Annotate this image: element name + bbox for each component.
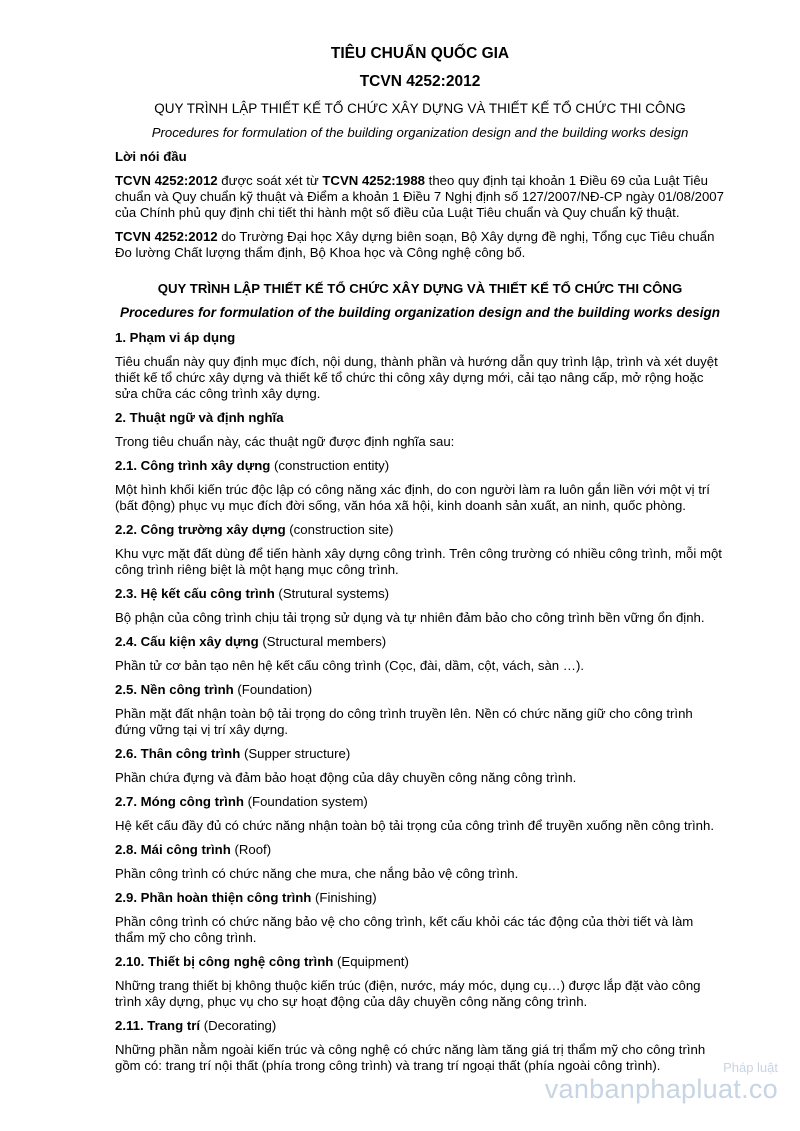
section-1-heading: 1. Phạm vi áp dụng — [115, 330, 236, 345]
term-definition: Những trang thiết bị không thuộc kiến trúc (điện, nước, máy móc, dụng cụ…) được lắp đặt vào công trình xây dựng, phục vụ cho sự hoạt động của dây chuyền công năng công trình. — [115, 978, 701, 1009]
term-heading: 2.10. Thiết bị công nghệ công trình (Equipment) — [115, 954, 409, 969]
term-definition: Phần mặt đất nhận toàn bộ tải trọng do công trình truyền lên. Nền có chức năng giữ cho công trình đứng vững tại vị trí xây dựng. — [115, 706, 693, 737]
term-definition: Bộ phận của công trình chịu tải trọng sử dụng và tự nhiên đảm bảo cho công trình bền vững ổn định. — [115, 610, 705, 625]
standard-code: TCVN 4252:2012 — [115, 173, 218, 188]
term-definition: Phần tử cơ bản tạo nên hệ kết cấu công trình (Cọc, đài, dầm, cột, vách, sàn …). — [115, 658, 585, 673]
document-subtitle-en: Procedures for formulation of the building organization design and the building works design — [151, 125, 689, 140]
section-title-en: Procedures for formulation of the building organization design and the building works design — [119, 305, 721, 320]
term-heading: 2.2. Công trường xây dựng (construction site) — [115, 522, 394, 537]
document-page — [115, 44, 725, 1082]
term-definition: Hệ kết cấu đầy đủ có chức năng nhận toàn bộ tải trọng của công trình để truyền xuống nền công trình. — [115, 818, 715, 833]
term-heading: 2.4. Cấu kiện xây dựng (Structural members) — [115, 634, 387, 649]
standard-code: TCVN 4252:2012 — [115, 229, 218, 244]
term-heading: 2.11. Trang trí (Decorating) — [115, 1018, 277, 1033]
term-heading: 2.9. Phần hoàn thiện công trình (Finishing) — [115, 890, 377, 905]
section-1-text: Tiêu chuẩn này quy định mục đích, nội dung, thành phần và hướng dẫn quy trình lập, trình và xét duyệt thiết kế tổ chức xây dựng và thiết kế tổ chức thi công xây dựng mới, cải tạo nâng cấp, mở rộng hoặc sửa chữa các công trình xây dựng. — [115, 354, 718, 401]
document-code: TCVN 4252:2012 — [359, 73, 481, 90]
term-heading: 2.7. Móng công trình (Foundation system) — [115, 794, 368, 809]
term-heading: 2.8. Mái công trình (Roof) — [115, 842, 272, 857]
watermark-site-text: vanbanphapluat.co — [544, 1074, 778, 1104]
foreword-heading: Lời nói đầu — [115, 149, 187, 164]
document-subtitle-vi: QUY TRÌNH LẬP THIẾT KẾ TỔ CHỨC XÂY DỰNG VÀ THIẾT KẾ TỔ CHỨC THI CÔNG — [154, 101, 686, 116]
term-definition: Khu vực mặt đất dùng để tiến hành xây dựng công trình. Trên công trường có nhiều công trình, mỗi một công trình riêng biệt là một hạng mục công trình. — [115, 546, 722, 577]
term-definition: Những phần nằm ngoài kiến trúc và công nghệ có chức năng làm tăng giá trị thẩm mỹ cho công trình gồm có: trang trí nội thất (phía trong công trình) và trang trí ngoại thất (phía ngoài công trình). — [115, 1042, 706, 1073]
standard-code: TCVN 4252:1988 — [322, 173, 426, 188]
foreword-paragraph-2: TCVN 4252:2012 do Trường Đại học Xây dựng biên soạn, Bộ Xây dựng đề nghị, Tổng cục Tiêu chuẩn Đo lường Chất lượng thẩm định, Bộ Khoa học và Công nghệ công bố. — [115, 229, 715, 260]
watermark-small-text: Pháp luật — [723, 1060, 778, 1075]
section-2-heading: 2. Thuật ngữ và định nghĩa — [115, 410, 284, 425]
term-heading: 2.3. Hệ kết cấu công trình (Strutural systems) — [115, 586, 390, 601]
term-heading: 2.6. Thân công trình (Supper structure) — [115, 746, 351, 761]
foreword-paragraph-1: TCVN 4252:2012 được soát xét từ TCVN 4252:1988 theo quy định tại khoản 1 Điều 69 của Luật Tiêu chuẩn và Quy chuẩn kỹ thuật và Điểm a khoản 1 Điều 7 Nghị định số 127/2007/NĐ-CP ngày 01/08/2007 của Chính phủ quy định chi tiết thi hành một số điều của Luật Tiêu chuẩn và Quy chuẩn kỹ thuật. — [115, 173, 724, 220]
term-definition: Một hình khối kiến trúc độc lập có công năng xác định, do con người làm ra luôn gắn liền với một vị trí (bất động) phục vụ mục đích đời sống, văn hóa xã hội, kinh doanh sản xuất, an ninh, quốc phòng. — [115, 482, 710, 513]
term-heading: 2.1. Công trình xây dựng (construction entity) — [115, 458, 390, 473]
term-definition: Phần công trình có chức năng bảo vệ cho công trình, kết cấu khỏi các tác động của thời tiết và làm thẩm mỹ cho công trình. — [115, 914, 694, 945]
section-title-vi: QUY TRÌNH LẬP THIẾT KẾ TỔ CHỨC XÂY DỰNG VÀ THIẾT KẾ TỔ CHỨC THI CÔNG — [157, 281, 683, 296]
term-definition: Phần chứa đựng và đảm bảo hoạt động của dây chuyền công năng công trình. — [115, 770, 577, 785]
term-heading: 2.5. Nền công trình (Foundation) — [115, 682, 313, 697]
section-2-intro: Trong tiêu chuẩn này, các thuật ngữ được định nghĩa sau: — [115, 434, 455, 449]
term-definition: Phần công trình có chức năng che mưa, che nắng bảo vệ công trình. — [115, 866, 519, 881]
document-title: TIÊU CHUẨN QUỐC GIA — [330, 45, 510, 62]
